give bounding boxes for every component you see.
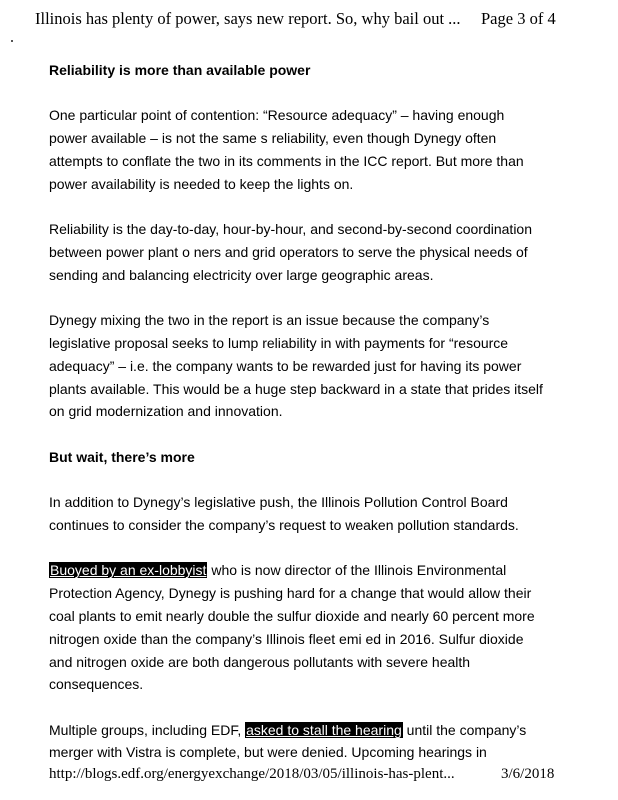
text-line: sending and balancing electricity over large geographic areas. bbox=[49, 266, 434, 283]
text-line: consequences. bbox=[49, 676, 144, 693]
text-line: merger with Vistra is complete, but were denied. Upcoming hearings in bbox=[49, 744, 487, 761]
section-heading bbox=[49, 59, 569, 82]
stall-hearing-link[interactable]: asked to stall the hearing bbox=[246, 721, 402, 738]
text-line: One particular point of contention: “Resource adequacy” – having enough bbox=[49, 107, 505, 124]
text-line: Reliability is the day-to-day, hour-by-hour, and second-by-second coordination bbox=[49, 221, 533, 238]
paragraph bbox=[49, 309, 569, 423]
page-number: Page 3 of 4 bbox=[481, 9, 556, 28]
text-line: and nitrogen oxide are both dangerous pollutants with severe health bbox=[49, 653, 471, 670]
ex-lobbyist-link[interactable]: Buoyed by an ex-lobbyist bbox=[50, 562, 207, 579]
page-header-title: Illinois has plenty of power, says new report. So, why bail out ... bbox=[35, 9, 461, 28]
text-line: continues to consider the company’s request to weaken pollution standards. bbox=[49, 516, 519, 533]
text-line: on grid modernization and innovation. bbox=[49, 403, 283, 420]
text-fragment: who is now director of the Illinois Environmental bbox=[207, 562, 507, 579]
text-line bbox=[49, 559, 569, 582]
text-line: But wait, there’s more bbox=[49, 448, 195, 465]
text-line: plants available. This would be a huge step backward in a state that prides itself bbox=[49, 380, 543, 397]
article-sections bbox=[49, 59, 569, 537]
text-line: legislative proposal seeks to lump reliability in with payments for “resource bbox=[49, 334, 509, 351]
paragraph bbox=[49, 218, 569, 286]
paragraph bbox=[49, 491, 569, 537]
text-line: coal plants to emit nearly double the sulfur dioxide and nearly 60 percent more bbox=[49, 607, 535, 624]
text-line: power available – is not the same s reliability, even though Dynegy often bbox=[49, 130, 497, 147]
section-heading bbox=[49, 446, 569, 469]
text-line: adequacy” – i.e. the company wants to be rewarded just for having its power bbox=[49, 357, 522, 374]
text-line bbox=[49, 719, 569, 742]
text-line: Dynegy mixing the two in the report is an issue because the company’s bbox=[49, 312, 490, 329]
paragraph-groups bbox=[49, 719, 569, 765]
article-body bbox=[49, 59, 569, 787]
text-line: attempts to conflate the two in its comments in the ICC report. But more than bbox=[49, 152, 524, 169]
text-line: In addition to Dynegy’s legislative push, the Illinois Pollution Control Board bbox=[49, 494, 508, 511]
text-line: Reliability is more than available power bbox=[49, 62, 311, 78]
text-fragment: until the company’s bbox=[402, 721, 527, 738]
print-date: 3/6/2018 bbox=[501, 766, 555, 782]
paragraph bbox=[49, 104, 569, 195]
text-fragment: Multiple groups, including EDF, bbox=[49, 721, 246, 738]
text-line: between power plant o ners and grid operators to serve the physical needs of bbox=[49, 243, 528, 260]
scan-speck bbox=[11, 40, 13, 42]
paragraph-lobbyist bbox=[49, 559, 569, 696]
text-line: Protection Agency, Dynegy is pushing hard for a change that would allow their bbox=[49, 585, 532, 602]
source-url: http://blogs.edf.org/energyexchange/2018/03/05/illinois-has-plent... bbox=[49, 766, 455, 782]
text-line: power availability is needed to keep the lights on. bbox=[49, 175, 354, 192]
text-line: nitrogen oxide than the company’s Illinois fleet emi ed in 2016. Sulfur dioxide bbox=[49, 630, 524, 647]
